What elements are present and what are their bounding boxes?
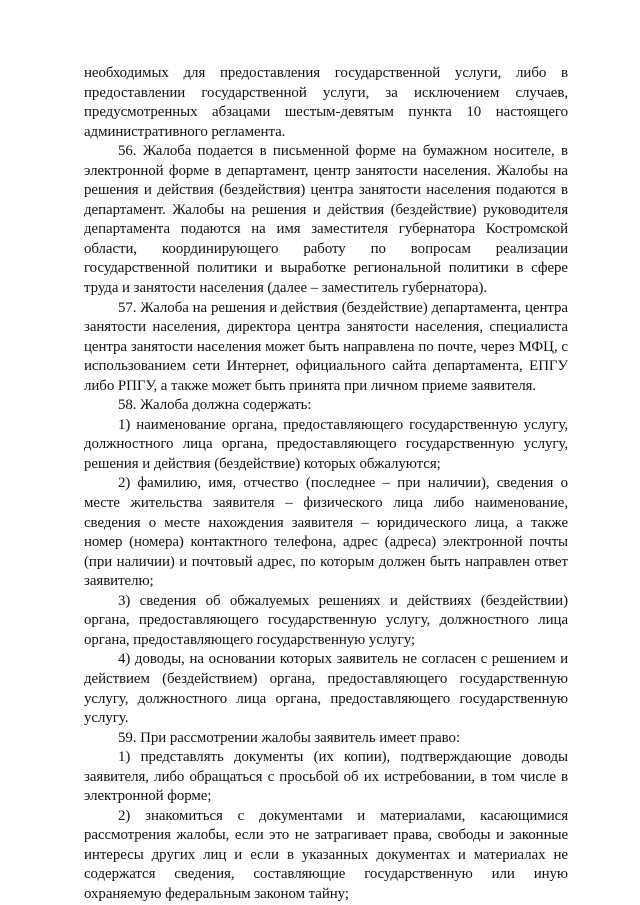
paragraph-59-item-2: 2) знакомиться с документами и материалами, касающимися рассмотрения жалобы, если это не затрагивает права, свободы и законные интересы других лиц и если в указанных документах и материалах не содержатся сведения, составляющие государственную или иную охраняемую федеральным законом тайну; [84,807,568,902]
paragraph-58-item-3: 3) сведения об обжалуемых решениях и действиях (бездействии) органа, предоставляющего государственную услугу, должностного лица органа, предоставляющего государственную услугу; [84,592,568,648]
paragraph-56: 56. Жалоба подается в письменной форме на бумажном носителе, в электронной форме в департамент, центр занятости населения. Жалобы на решения и действия (бездействия) центра занятости населения подаются в департамент. Жалобы на решения и действия (бездействие) руководителя департамента подаются на имя заместителя губернатора Костромской области, координирующего работу по вопросам реализации государственной политики и выработке региональной политики в сфере труда и занятости населения (далее – заместитель губернатора). [84,143,568,297]
paragraph-58-item-1: 1) наименование органа, предоставляющего государственную услугу, должностного лица органа, предоставляющего государственную услугу, решения и действия (бездействие) которых обжалуются; [84,416,568,472]
paragraph-58-item-2: 2) фамилию, имя, отчество (последнее – при наличии), сведения о месте жительства заявителя – физического лица либо наименование, сведения о месте нахождения заявителя – юридического лица, а также номер (номера) контактного телефона, адрес (адреса) электронной почты (при наличии) и почтовый адрес, по которым должен быть направлен ответ заявителю; [84,475,568,590]
paragraph-58-item-4: 4) доводы, на основании которых заявитель не согласен с решением и действием (бездействием) органа, предоставляющего государственную услугу, должностного лица органа, предоставляющего государственную услугу. [84,651,568,727]
paragraph-59: 59. При рассмотрении жалобы заявитель имеет право: [118,729,461,746]
document-body [84,64,568,905]
paragraph-continuation: необходимых для предоставления государственной услуги, либо в предоставлении государственной услуги, за исключением случаев, предусмотренных абзацами шестым-девятым пункта 10 настоящего административного регламента. [84,65,568,140]
paragraph-58: 58. Жалоба должна содержать: [118,397,312,414]
paragraph-57: 57. Жалоба на решения и действия (бездействие) департамента, центра занятости населения, директора центра занятости населения, специалиста центра занятости населения может быть направлена по почте, через МФЦ, с использованием сети Интернет, официального сайта департамента, ЕПГУ либо РПГУ, а также может быть принята при личном приеме заявителя. [84,299,568,394]
paragraph-59-item-1: 1) представлять документы (их копии), подтверждающие доводы заявителя, либо обращаться с просьбой об их истребовании, в том числе в электронной форме; [84,749,568,805]
